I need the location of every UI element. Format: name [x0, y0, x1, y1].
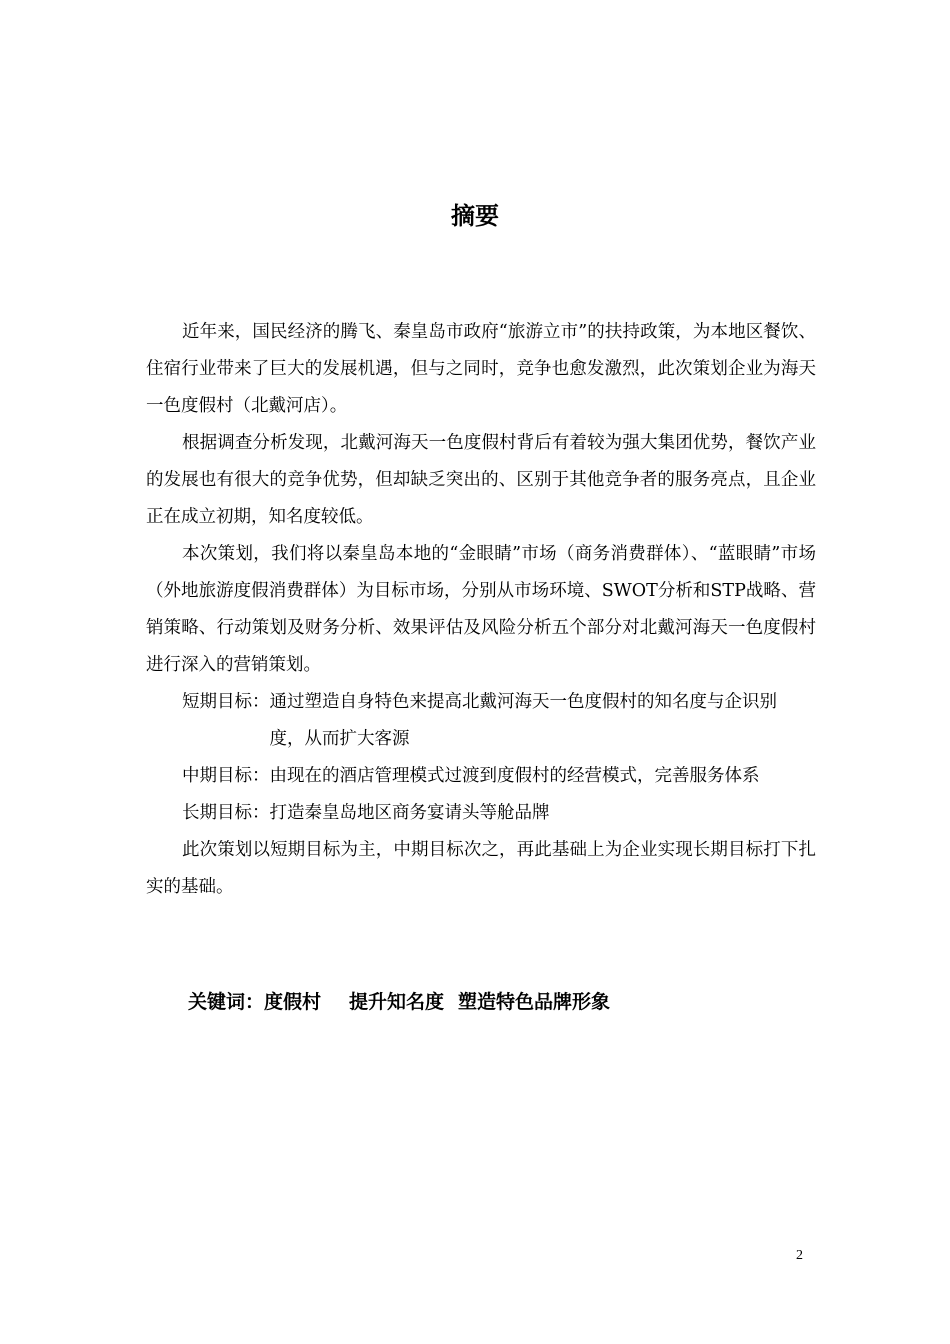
paragraph-intro: 近年来，国民经济的腾飞、秦皇岛市政府“旅游立市”的扶持政策，为本地区餐饮、住宿行业带来了巨大的发展机遇，但与之同时，竞争也愈发激烈，此次策划企业为海天一色度假村（北戴河店）。	[146, 322, 816, 416]
paragraph-plan: 本次策划，我们将以秦皇岛本地的“金眼睛”市场（商务消费群体）、“蓝眼睛”市场（外地旅游度假消费群体）为目标市场，分别从市场环境、SWOT分析和STP战略、营销策略、行动策划及财务分析、效果评估及风险分析五个部分对北戴河海天一色度假村进行深入的营销策划。	[146, 544, 816, 675]
paragraph-conclusion: 此次策划以短期目标为主，中期目标次之，再此基础上为企业实现长期目标打下扎实的基础。	[146, 840, 816, 897]
goal-short-term	[146, 684, 816, 758]
abstract-body	[146, 314, 816, 906]
goal-short-term-label: 短期目标：	[182, 692, 270, 712]
goal-long-term: 长期目标：打造秦皇岛地区商务宴请头等舱品牌	[182, 803, 550, 823]
goal-mid-term: 中期目标：由现在的酒店管理模式过渡到度假村的经营模式，完善服务体系	[182, 766, 760, 786]
keyword-item: 度假村	[264, 991, 322, 1013]
page-number: 2	[796, 1248, 803, 1263]
keywords-line	[188, 982, 610, 1022]
goal-short-term-text: 通过塑造自身特色来提高北戴河海天一色度假村的知名度与企识别度，从而扩大客源	[269, 692, 777, 749]
keyword-item: 塑造特色品牌形象	[458, 991, 611, 1013]
keyword-item: 提升知名度	[349, 991, 445, 1013]
page-title: 摘要	[451, 202, 499, 230]
paragraph-analysis: 根据调查分析发现，北戴河海天一色度假村背后有着较为强大集团优势，餐饮产业的发展也有很大的竞争优势，但却缺乏突出的、区别于其他竞争者的服务亮点，且企业正在成立初期，知名度较低。	[146, 433, 816, 527]
keywords-label: 关键词：	[188, 991, 265, 1013]
